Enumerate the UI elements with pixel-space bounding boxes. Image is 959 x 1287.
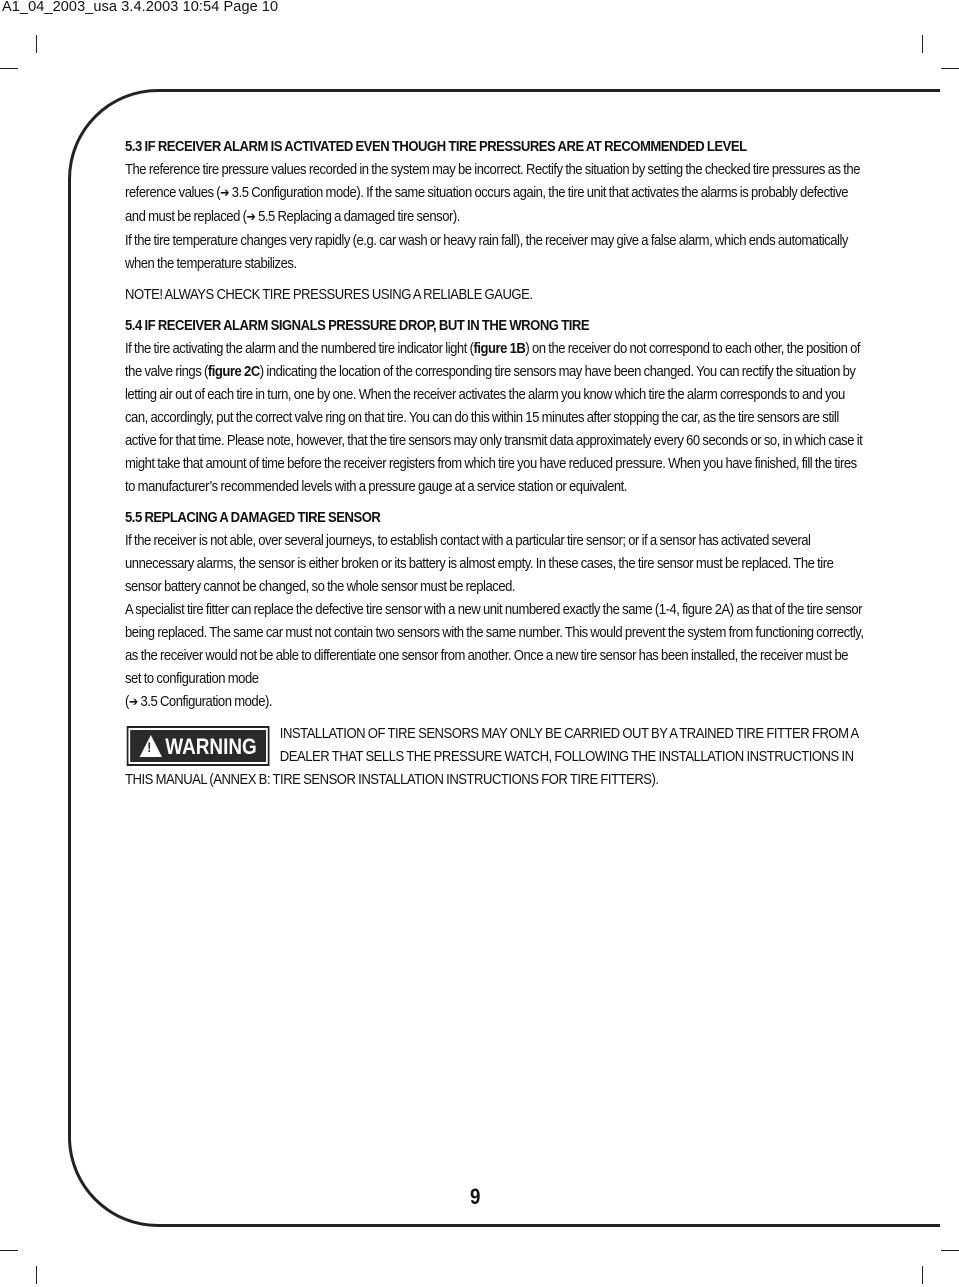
arrow-right-icon: ➔ [128, 695, 138, 710]
crop-mark [941, 1250, 959, 1251]
crop-mark [36, 1266, 37, 1284]
crop-mark [922, 1266, 923, 1284]
crop-mark [36, 35, 37, 53]
section-heading-5-4: 5.4 IF RECEIVER ALARM SIGNALS PRESSURE DROP, BUT IN THE WRONG TIRE [125, 317, 590, 334]
crop-mark [941, 68, 959, 69]
section-5-5-paragraph-1: If the receiver is not able, over several journeys, to establish contact with a particular tire sensor; or if a sensor has activated several unnecessary alarms, the sensor is either broken or its battery is almost empty. In these cases, the tire sensor must be replaced. The tire sensor battery cannot be changed, so the whole sensor must be replaced. [125, 532, 834, 595]
section-5-3-note: NOTE! ALWAYS CHECK TIRE PRESSURES USING A RELIABLE GAUGE. [125, 286, 533, 303]
warning-badge [127, 726, 270, 766]
section-5-3-paragraph-2: If the tire temperature changes very rapidly (e.g. car wash or heavy rain fall), the receiver may give a false alarm, which ends automatically when the temperature stabilizes. [125, 232, 848, 272]
section-5-5-paragraph-2: A specialist tire fitter can replace the defective tire sensor with a new unit numbered exactly the same (1-4, figure 2A) as that of the tire sensor being replaced. The same car must not contain two sensors with the same number. This would prevent the system from functioning correctly, as the receiver would not be able to differentiate one sensor from another. Once a new tire sensor has been installed, the receiver must be set to configuration mode (➔ 3.5 Configuration mode). [125, 601, 864, 710]
crop-mark [0, 68, 18, 69]
page-number: 9 [470, 1184, 481, 1209]
section-heading-5-3: 5.3 IF RECEIVER ALARM IS ACTIVATED EVEN THOUGH TIRE PRESSURES ARE AT RECOMMENDED LEVEL [125, 138, 747, 155]
warning-text: INSTALLATION OF TIRE SENSORS MAY ONLY BE CARRIED OUT BY A TRAINED TIRE FITTER FROM A DEALER THAT SELLS THE PRESSURE WATCH, FOLLOWING THE INSTALLATION INSTRUCTIONS IN THIS MANUAL (ANNEX B: TIRE SENSOR INSTALLATION INSTRUCTIONS FOR TIRE FITTERS). [125, 725, 859, 788]
warning-block [125, 722, 866, 791]
warning-triangle-icon: ! [139, 735, 161, 757]
section-heading-5-5: 5.5 REPLACING A DAMAGED TIRE SENSOR [125, 509, 381, 526]
arrow-right-icon: ➔ [246, 210, 256, 225]
page-content [125, 135, 866, 791]
warning-badge-label: WARNING [165, 733, 257, 759]
section-5-4-paragraph: If the tire activating the alarm and the numbered tire indicator light (figure 1B) on the receiver do not correspond to each other, the position of the valve rings (figure 2C) indicating the location of the corresponding tire sensors may have been changed. You can rectify the situation by letting air out of each tire in turn, one by one. When the receiver activates the alarm you know which tire the alarm corresponds to and you can, accordingly, put the correct valve ring on that tire. You can do this within 15 minutes after stopping the car, as the tire sensors are still active for that time. Please note, however, that the tire sensors may only transmit data approximately every 60 seconds or so, in which case it might take that amount of time before the receiver registers from which tire you have reduced pressure. When you have finished, fill the tires to manufacturer’s recommended levels with a pressure gauge at a service station or equivalent. [125, 340, 863, 495]
crop-mark [922, 35, 923, 53]
figure-reference: figure 1B [473, 340, 526, 357]
section-5-3-paragraph-1: The reference tire pressure values recorded in the system may be incorrect. Rectify the situation by setting the checked tire pressures as the reference values (➔ 3.5 Configuration mode). If the same situation occurs again, the tire unit that activates the alarms is probably defective and must be replaced (➔ 5.5 Replacing a damaged tire sensor). [125, 161, 861, 225]
crop-mark [0, 1250, 18, 1251]
arrow-right-icon: ➔ [220, 186, 230, 201]
print-slug: A1_04_2003_usa 3.4.2003 10:54 Page 10 [2, 0, 279, 15]
figure-reference: figure 2C [207, 363, 260, 380]
